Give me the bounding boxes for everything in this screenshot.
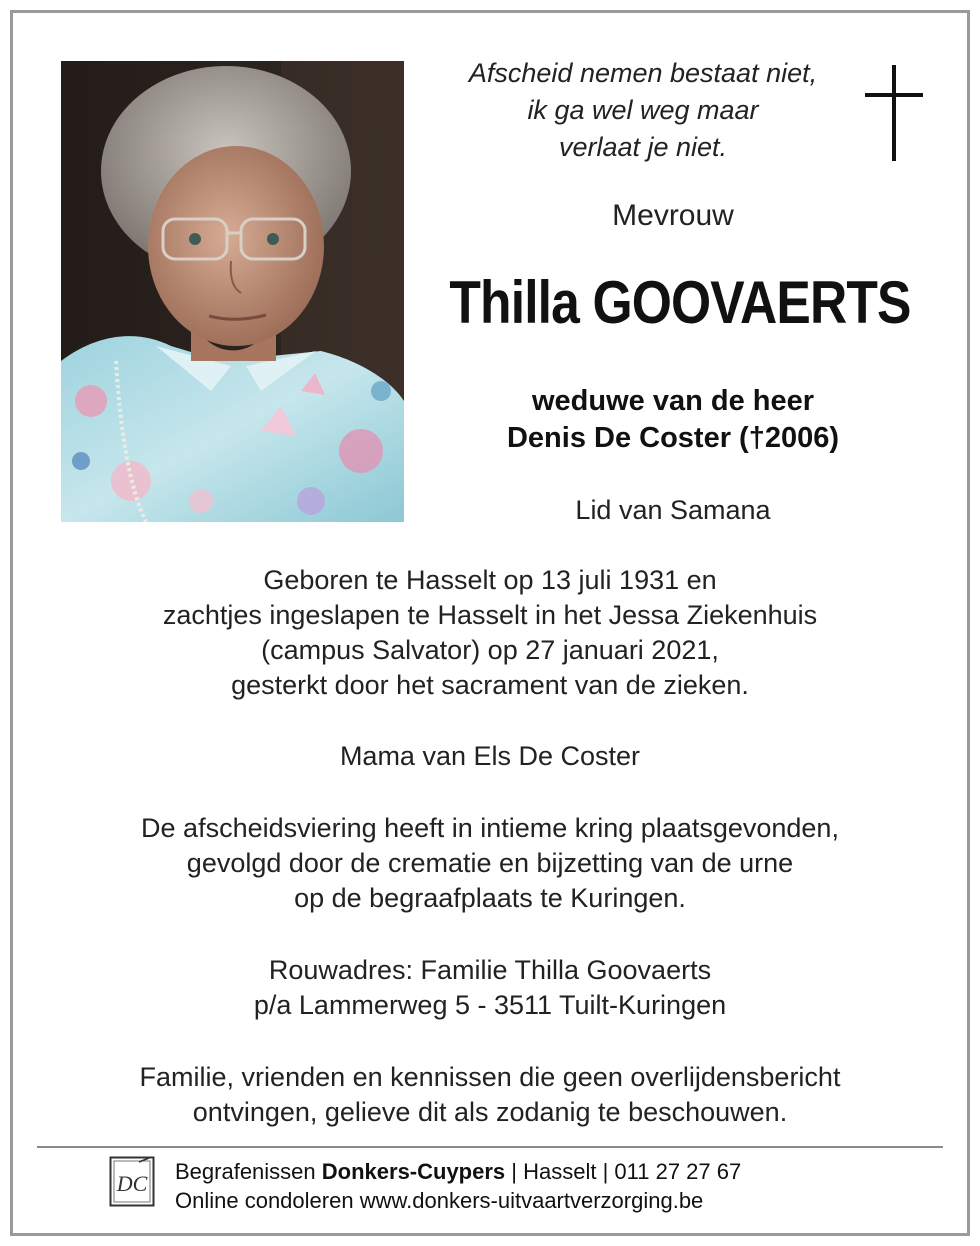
footer-line-contact (175, 1157, 915, 1186)
spouse-line: Denis De Coster (†2006) (506, 422, 840, 454)
paragraph-line: gevolgd door de crematie en bijzetting van de urne (186, 848, 794, 878)
spouse-info (433, 383, 913, 457)
website-link[interactable]: www.donkers-uitvaartverzorging.be (359, 1188, 704, 1213)
spouse-line: weduwe van de heer (531, 385, 815, 417)
paragraph-line: Familie, vrienden en kennissen die geen overlijdensbericht (139, 1062, 841, 1092)
latin-cross-icon (865, 65, 923, 170)
paragraph-line: zachtjes ingeslapen te Hasselt in het Jessa Ziekenhuis (162, 600, 818, 630)
ceremony-paragraph (33, 811, 947, 916)
portrait-photo (61, 61, 404, 522)
deceased-name: Thilla GOOVAERTS (449, 269, 911, 336)
paragraph-line: op de begraafplaats te Kuringen. (294, 883, 686, 913)
paragraph-line: ontvingen, gelieve dit als zodanig te beschouwen. (192, 1097, 788, 1127)
paragraph-line: Mama van Els De Coster (339, 741, 641, 771)
membership: Lid van Samana (575, 495, 771, 525)
paragraph-line: p/a Lammerweg 5 - 3511 Tuilt-Kuringen (253, 990, 727, 1020)
funeral-home-logo (109, 1156, 157, 1213)
birth-death-paragraph (33, 563, 947, 703)
paragraph-line: Rouwadres: Familie Thilla Goovaerts (268, 955, 712, 985)
paragraph-line: Geboren te Hasselt op 13 juli 1931 en (263, 565, 717, 595)
poem-line: ik ga wel weg maar (527, 95, 759, 125)
footer-line-website (175, 1186, 915, 1215)
funeral-home-info (175, 1157, 915, 1215)
obituary-card (10, 10, 970, 1236)
notice-paragraph (33, 1060, 947, 1130)
footer-contact: | Hasselt | 011 27 27 67 (505, 1159, 742, 1184)
poem-line: Afscheid nemen bestaat niet, (468, 58, 818, 88)
paragraph-line: De afscheidsviering heeft in intieme kring plaatsgevonden, (141, 813, 839, 843)
address-paragraph (33, 953, 947, 1023)
salutation: Mevrouw (612, 199, 734, 232)
logo-monogram: DC (116, 1171, 148, 1196)
footer-divider (37, 1146, 943, 1148)
condolence-label: Online condoleren (175, 1188, 360, 1213)
company-name: Donkers-Cuypers (321, 1159, 506, 1184)
poem (413, 55, 873, 166)
paragraph-line: gesterkt door het sacrament van de zieken. (231, 670, 749, 700)
footer-prefix: Begrafenissen (175, 1159, 322, 1184)
family-paragraph (33, 739, 947, 774)
poem-line: verlaat je niet. (558, 132, 728, 162)
paragraph-line: (campus Salvator) op 27 januari 2021, (261, 635, 719, 665)
